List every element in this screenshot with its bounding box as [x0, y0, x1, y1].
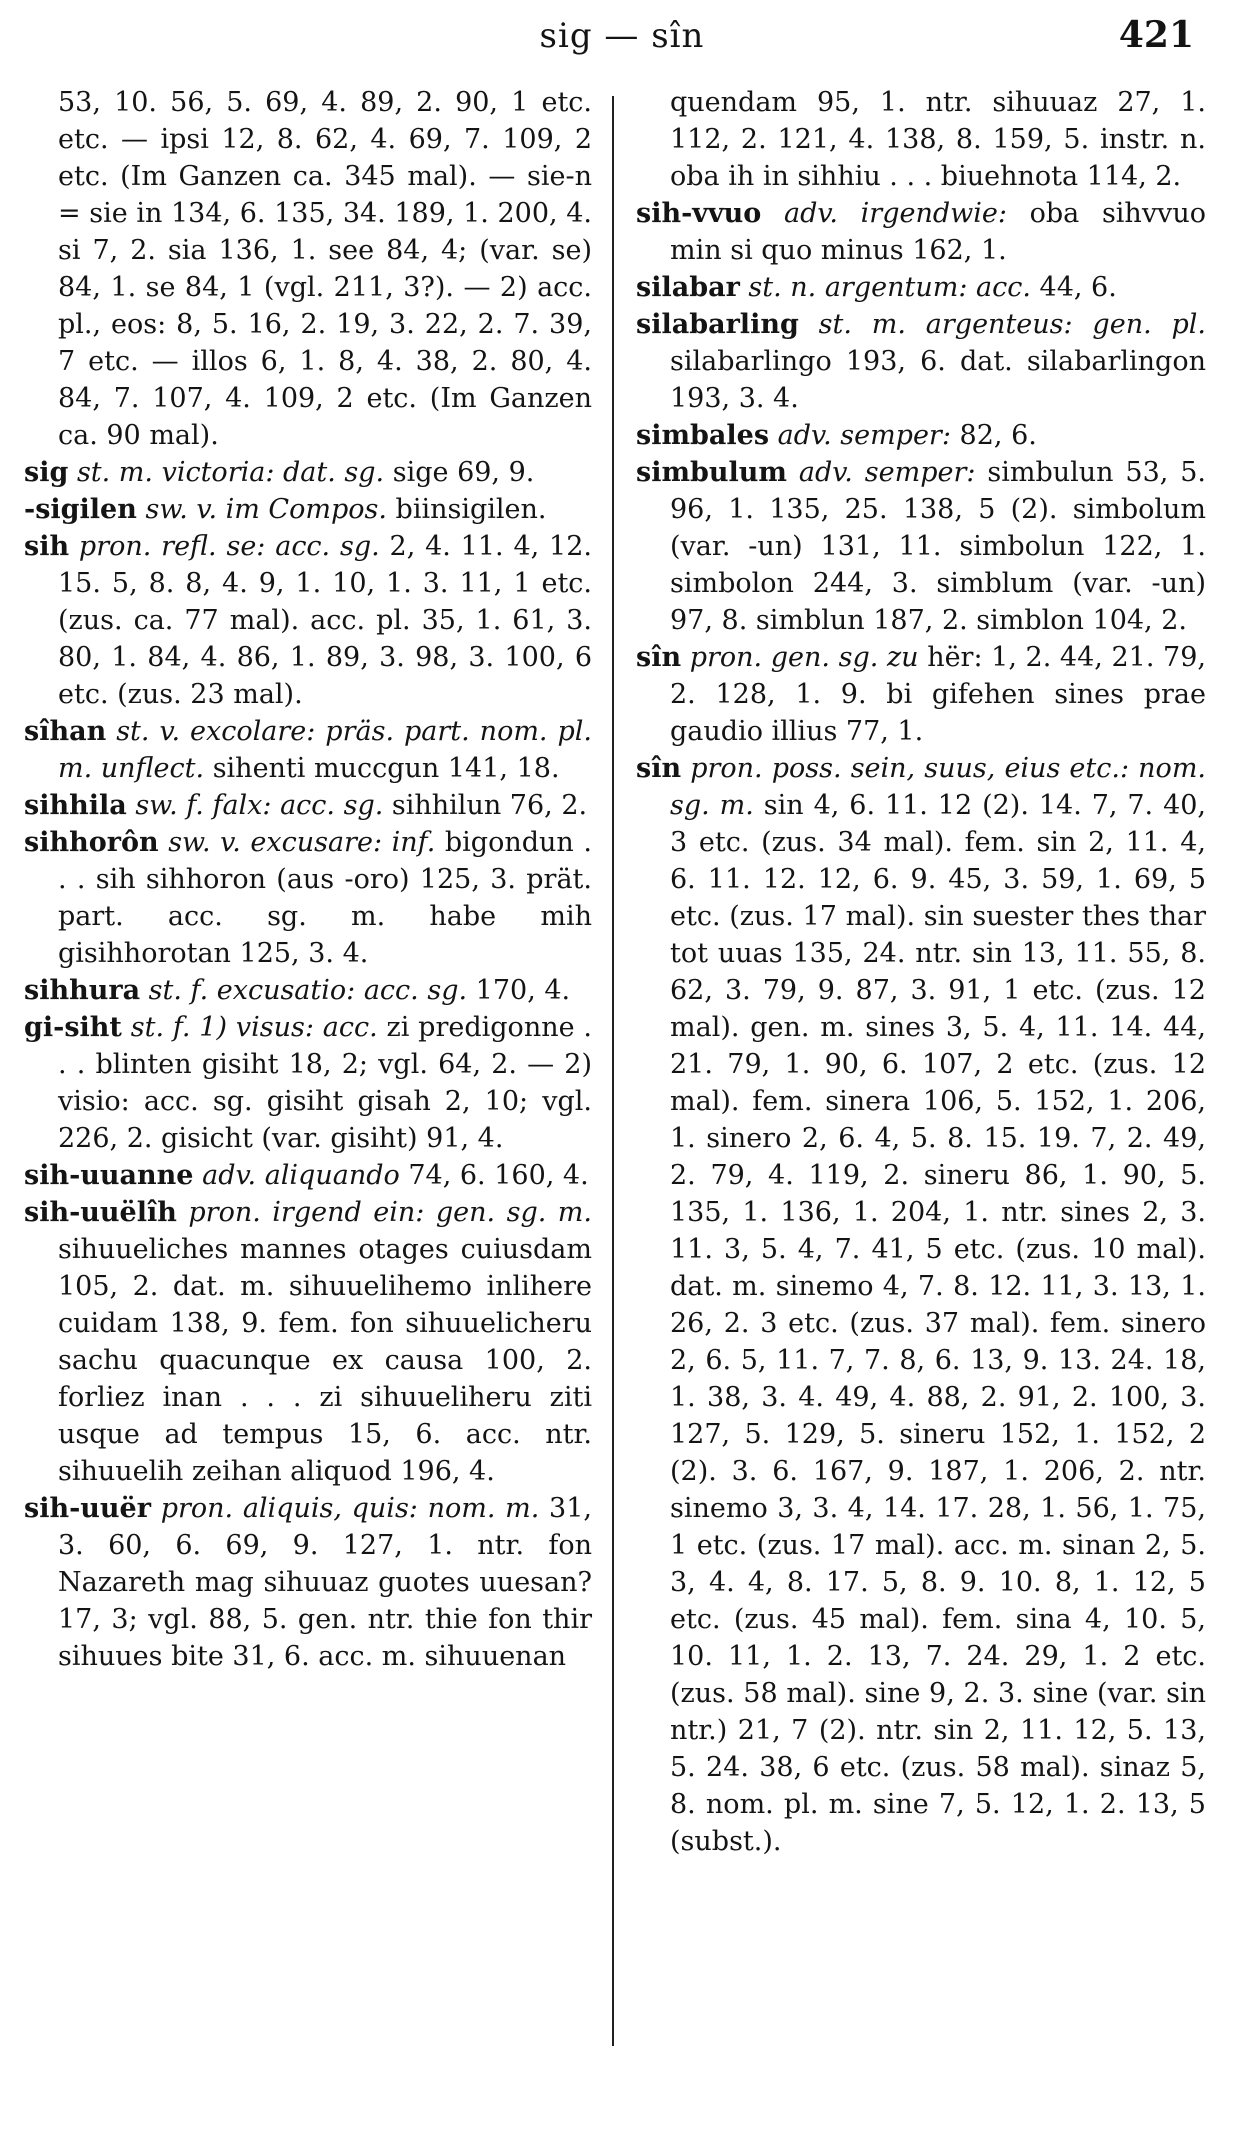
entry-headword: simbales [636, 420, 770, 451]
entry-body: sihuueliches mannes otages cuiusdam 105, 2. dat. m. sihuuelihemo inlihere cuidam 138, 9. fem. fon sihuuelicheru sachu quacunque ex causa 100, 2. forliez inan . . . zi sihuueliheru ziti usque ad tempus 15, 6. acc. ntr. sihuuelih zeihan aliquod 196, 4. [58, 1234, 592, 1487]
dictionary-entry [24, 1009, 592, 1157]
dictionary-entry [24, 787, 592, 824]
dictionary-entry [24, 454, 592, 491]
entry-body: simbulun 53, 5. 96, 1. 135, 25. 138, 5 (2). simbolum (var. -un) 131, 11. simbolun 122, 1. simbolon 244, 3. simblum (var. -un) 97, 8. simblun 187, 2. simblon 104, 2. [670, 457, 1206, 636]
entry-grammar: sw. v. excusare: inf. [168, 827, 436, 858]
entry-grammar: st. f. 1) visus: acc. [130, 1012, 378, 1043]
dictionary-entry [636, 639, 1206, 750]
dictionary-entry [636, 417, 1206, 454]
dictionary-entry [24, 1490, 592, 1675]
entry-grammar: st. m. victoria: dat. sg. [76, 457, 385, 488]
dictionary-entry [24, 1194, 592, 1490]
entry-headword: sih-vvuo [636, 198, 762, 229]
entry-body: quendam 95, 1. ntr. sihuuaz 27, 1. 112, 2. 121, 4. 138, 8. 159, 5. instr. n. oba ih in sihhiu . . . biuehnota 114, 2. [670, 87, 1206, 192]
entry-grammar: pron. poss. sein, suus, eius etc.: nom. sg. m. [670, 753, 1206, 821]
entry-body: zi predigonne . . . blinten gisiht 18, 2; vgl. 64, 2. — 2) visio: acc. sg. gisiht gisah 2, 10; vgl. 226, 2. gisicht (var. gisiht) 91, 4. [58, 1012, 592, 1154]
entry-body: biinsigilen. [395, 494, 547, 525]
entry-body: 170, 4. [475, 975, 571, 1006]
entry-headword: silabarling [636, 309, 799, 340]
entry-grammar: pron. gen. sg. zu [689, 642, 919, 673]
dictionary-entry [24, 824, 592, 972]
entry-grammar: sw. f. falx: acc. sg. [135, 790, 384, 821]
entry-body: silabarlingo 193, 6. dat. silabarlingon 193, 3. 4. [670, 346, 1206, 414]
entry-body: sihenti muccgun 141, 18. [212, 753, 560, 784]
entry-body: hër: 1, 2. 44, 21. 79, 2. 128, 1. 9. bi gifehen sines prae gaudio illius 77, 1. [670, 642, 1206, 747]
entry-grammar: pron. refl. se: acc. sg. [78, 531, 380, 562]
entry-body: sige 69, 9. [392, 457, 535, 488]
entry-continuation [24, 84, 592, 454]
entry-headword: sih-uuëlîh [24, 1197, 177, 1228]
entry-headword: sih-uuanne [24, 1160, 194, 1191]
entry-headword: sihhila [24, 790, 127, 821]
dictionary-entry [24, 1157, 592, 1194]
dictionary-entry [24, 491, 592, 528]
dictionary-entry [24, 528, 592, 713]
entry-grammar: adv. irgendwie: [783, 198, 1007, 229]
dictionary-entry [24, 713, 592, 787]
entry-grammar: st. f. excusatio: acc. sg. [148, 975, 468, 1006]
entry-headword: -sigilen [24, 494, 137, 525]
dictionary-entry [24, 972, 592, 1009]
page-header [0, 8, 1244, 58]
running-head: sig — sîn [539, 16, 705, 56]
entry-headword: gi-siht [24, 1012, 122, 1043]
entry-headword: sîn [636, 753, 682, 784]
entry-grammar: adv. semper: [798, 457, 976, 488]
entry-body: 2, 4. 11. 4, 12. 15. 5, 8. 8, 4. 9, 1. 10, 1. 3. 11, 1 etc. (zus. ca. 77 mal). acc. pl. 35, 1. 61, 3. 80, 1. 84, 4. 86, 1. 89, 3. 98, 3. 100, 6 etc. (zus. 23 mal). [58, 531, 592, 710]
entry-body: 74, 6. 160, 4. [408, 1160, 589, 1191]
dictionary-entry [636, 750, 1206, 1860]
entry-body: bigondun . . . sih sihhoron (aus -oro) 125, 3. prät. part. acc. sg. m. habe mih gisihhorotan 125, 3. 4. [58, 827, 592, 969]
entry-body: 31, 3. 60, 6. 69, 9. 127, 1. ntr. fon Nazareth mag sihuuaz guotes uuesan? 17, 3; vgl. 88, 5. gen. ntr. thie fon thir sihuues bite 31, 6. acc. m. sihuuenan [58, 1493, 592, 1672]
entry-headword: simbulum [636, 457, 787, 488]
entry-headword: sihhorôn [24, 827, 159, 858]
entry-grammar: adv. aliquando [202, 1160, 400, 1191]
entry-headword: sîhan [24, 716, 107, 747]
entry-continuation [636, 84, 1206, 195]
entry-body: sihhilun 76, 2. [391, 790, 588, 821]
dictionary-entry [636, 195, 1206, 269]
entry-grammar: adv. semper: [777, 420, 951, 451]
entry-grammar: st. n. argentum: acc. [748, 272, 1031, 303]
dictionary-entry [636, 269, 1206, 306]
entry-body: sin 4, 6. 11. 12 (2). 14. 7, 7. 40, 3 etc. (zus. 34 mal). fem. sin 2, 11. 4, 6. 11. 12. 12, 6. 9. 45, 3. 59, 1. 69, 5 etc. (zus. 17 mal). sin suester thes thar tot uuas 135, 24. ntr. sin 13, 11. 55, 8. 62, 3. 79, 9. 87, 3. 91, 1 etc. (zus. 12 mal). gen. m. sines 3, 5. 4, 11. 14. 44, 21. 79, 1. 90, 6. 107, 2 etc. (zus. 12 mal). fem. sinera 106, 5. 152, 1. 206, 1. sinero 2, 6. 4, 5. 8. 15. 19. 7, 2. 49, 2. 79, 4. 119, 2. sineru 86, 1. 90, 5. 135, 1. 136, 1. 204, 1. ntr. sines 2, 3. 11. 3, 5. 4, 7. 41, 5 etc. (zus. 10 mal). dat. m. sinemo 4, 7. 8. 12. 11, 3. 13, 1. 26, 2. 3 etc. (zus. 37 mal). fem. sinero 2, 6. 5, 11. 7, 7. 8, 6. 13, 9. 13. 24. 18, 1. 38, 3. 4. 49, 4. 88, 2. 91, 2. 100, 3. 127, 5. 129, 5. sineru 152, 1. 152, 2 (2). 3. 6. 167, 9. 187, 1. 206, 2. ntr. sinemo 3, 3. 4, 14. 17. 28, 1. 56, 1. 75, 1 etc. (zus. 17 mal). acc. m. sinan 2, 5. 3, 4. 4, 8. 17. 5, 8. 9. 10. 8, 1. 12, 5 etc. (zus. 45 mal). fem. sina 4, 10. 5, 10. 11, 1. 2. 13, 7. 24. 29, 1. 2 etc. (zus. 58 mal). sine 9, 2. 3. sine (var. sin ntr.) 21, 7 (2). ntr. sin 2, 11. 12, 5. 13, 5. 24. 38, 6 etc. (zus. 58 mal). sinaz 5, 8. nom. pl. m. sine 7, 5. 12, 1. 2. 13, 5 (subst.). [670, 790, 1207, 1857]
dictionary-entry [636, 306, 1206, 417]
entry-headword: sihhura [24, 975, 141, 1006]
left-column [24, 84, 592, 1675]
entry-grammar: pron. aliquis, quis: nom. m. [160, 1493, 540, 1524]
dictionary-entry [636, 454, 1206, 639]
entry-headword: sih-uuër [24, 1493, 151, 1524]
entry-headword: silabar [636, 272, 740, 303]
right-column [636, 84, 1206, 1860]
page-number: 421 [1118, 14, 1194, 56]
entry-body: oba sihvvuo min si quo minus 162, 1. [670, 198, 1206, 266]
entry-body: 44, 6. [1039, 272, 1117, 303]
column-divider [612, 96, 614, 2046]
entry-headword: sîn [636, 642, 682, 673]
entry-grammar: sw. v. im Compos. [145, 494, 387, 525]
entry-body: 53, 10. 56, 5. 69, 4. 89, 2. 90, 1 etc. etc. — ipsi 12, 8. 62, 4. 69, 7. 109, 2 etc. (Im Ganzen ca. 345 mal). — sie-n = sie in 134, 6. 135, 34. 189, 1. 200, 4. si 7, 2. sia 136, 1. see 84, 4; (var. se) 84, 1. se 84, 1 (vgl. 211, 3?). — 2) acc. pl., eos: 8, 5. 16, 2. 19, 3. 22, 2. 7. 39, 7 etc. — illos 6, 1. 8, 4. 38, 2. 80, 4. 84, 7. 107, 4. 109, 2 etc. (Im Ganzen ca. 90 mal). [58, 87, 592, 451]
entry-grammar: st. m. argenteus: gen. pl. [818, 309, 1206, 340]
entry-grammar: pron. irgend ein: gen. sg. m. [188, 1197, 592, 1228]
entry-headword: sih [24, 531, 70, 562]
entry-headword: sig [24, 457, 69, 488]
entry-body: 82, 6. [959, 420, 1037, 451]
entry-grammar: st. v. excolare: präs. part. nom. pl. m. unflect. [58, 716, 592, 784]
